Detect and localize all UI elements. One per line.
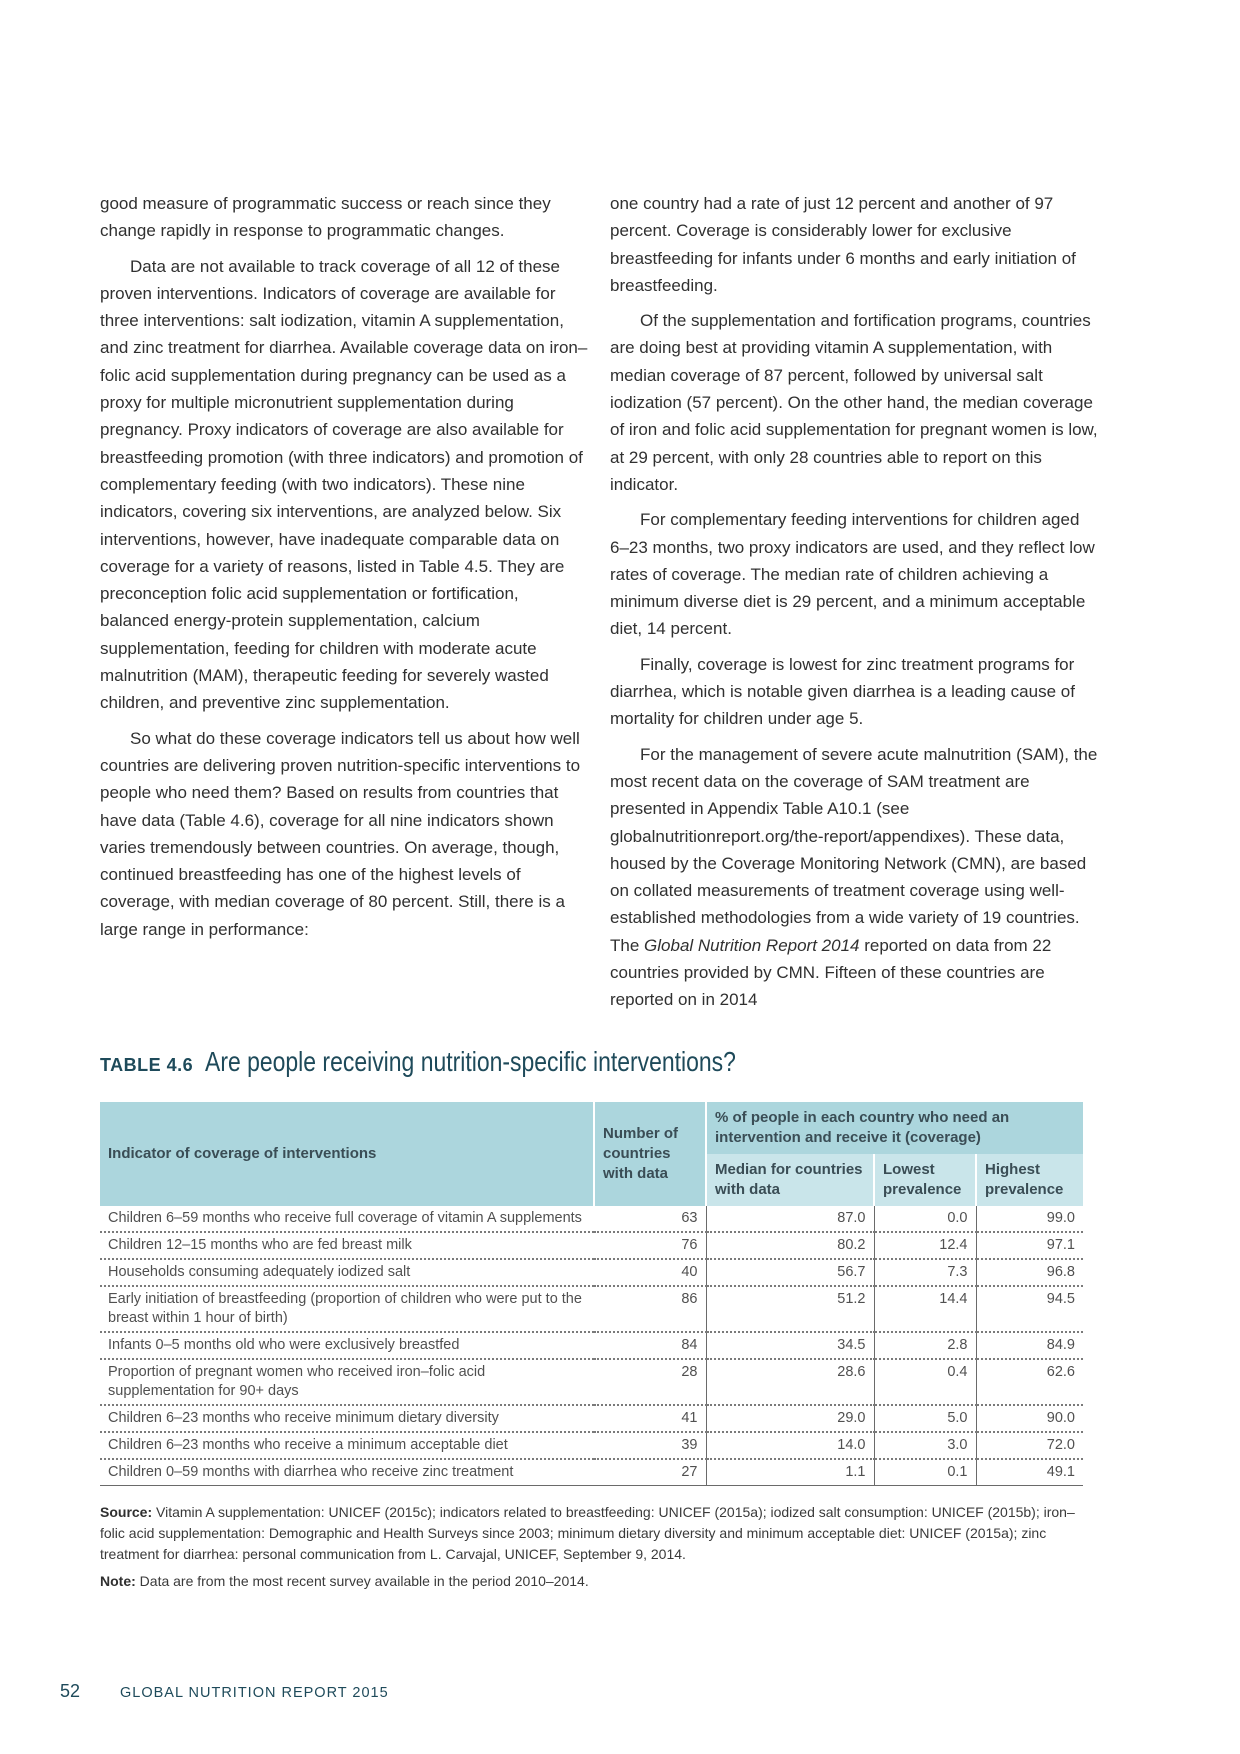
table-number: TABLE 4.6 — [100, 1055, 194, 1075]
cell-countries: 27 — [594, 1459, 706, 1486]
cell-countries: 63 — [594, 1206, 706, 1232]
cell-median: 87.0 — [706, 1206, 874, 1232]
cell-lowest: 12.4 — [874, 1232, 976, 1259]
cell-median: 51.2 — [706, 1286, 874, 1332]
header-coverage-group: % of people in each country who need an intervention and receive it (coverage) — [706, 1102, 1083, 1154]
cell-highest: 97.1 — [976, 1232, 1083, 1259]
cell-countries: 84 — [594, 1332, 706, 1359]
header-countries: Number of countries with data — [594, 1102, 706, 1206]
cell-indicator: Infants 0–5 months old who were exclusively breastfed — [100, 1332, 594, 1359]
table-row — [100, 1432, 1083, 1459]
cell-median: 29.0 — [706, 1405, 874, 1432]
paragraph: Data are not available to track coverage of all 12 of these proven interventions. Indicators of coverage are available for three interventions: salt iodization, vitamin A supplementation, and zinc treatment for diarrhea. Available coverage data on iron–folic acid supplementation during pregnancy can be used as a proxy for multiple micronutrient supplementation during pregnancy. Proxy indicators of coverage are also available for breastfeeding promotion (with three indicators) and promotion of complementary feeding (with two indicators). These nine indicators, covering six interventions, are analyzed below. Six interventions, however, have inadequate comparable data on coverage for a variety of reasons, listed in Table 4.5. They are preconception folic acid supplementation or fortification, balanced energy-protein supplementation, calcium supplementation, feeding for children with moderate acute malnutrition (MAM), therapeutic feeding for severely wasted children, and preventive zinc supplementation. — [100, 256, 588, 713]
body-column-right — [610, 190, 1098, 1022]
cell-indicator: Children 6–23 months who receive a minimum acceptable diet — [100, 1432, 594, 1459]
report-title: GLOBAL NUTRITION REPORT 2015 — [120, 1685, 389, 1701]
paragraph: one country had a rate of just 12 percent and another of 97 percent. Coverage is considerably lower for exclusive breastfeeding for infants under 6 months and early initiation of breastfeeding. — [610, 194, 1076, 295]
table-row — [100, 1359, 1083, 1405]
cell-lowest: 0.0 — [874, 1206, 976, 1232]
cell-indicator: Children 6–59 months who receive full coverage of vitamin A supplements — [100, 1206, 594, 1232]
header-lowest: Lowest prevalence — [874, 1154, 976, 1206]
table-row — [100, 1259, 1083, 1286]
table-row — [100, 1459, 1083, 1486]
cell-indicator: Children 12–15 months who are fed breast milk — [100, 1232, 594, 1259]
table-row — [100, 1206, 1083, 1232]
paragraph: So what do these coverage indicators tell us about how well countries are delivering proven nutrition-specific interventions to people who need them? Based on results from countries that have data (Table 4.6), coverage for all nine indicators shown varies tremendously between countries. On average, though, continued breastfeeding has one of the highest levels of coverage, with median coverage of 80 percent. Still, there is a large range in performance: — [100, 728, 581, 939]
paragraph: For complementary feeding interventions for children aged 6–23 months, two proxy indicators are used, and they reflect low rates of coverage. The median rate of children achieving a minimum diverse diet is 29 percent, and a minimum acceptable diet, 14 percent. — [610, 510, 1095, 639]
text-run: For the management of severe acute malnutrition (SAM), the most recent data on the coverage of SAM treatment are presented in Appendix Table A10.1 (see globalnutritionreport.org/the-report/appendixes). These data, housed by the Coverage Monitoring Network (CMN), are based on collated measurements of treatment coverage using well-established methodologies from a wide variety of 19 countries. The — [610, 744, 1098, 955]
header-median: Median for countries with data — [706, 1154, 874, 1206]
cell-indicator: Children 0–59 months with diarrhea who receive zinc treatment — [100, 1459, 594, 1486]
cell-highest: 90.0 — [976, 1405, 1083, 1432]
note-text: Data are from the most recent survey available in the period 2010–2014. — [135, 1573, 589, 1589]
cell-highest: 99.0 — [976, 1206, 1083, 1232]
cell-countries: 76 — [594, 1232, 706, 1259]
cell-indicator: Early initiation of breastfeeding (proportion of children who were put to the breast within 1 hour of birth) — [100, 1286, 594, 1332]
table-row — [100, 1332, 1083, 1359]
cell-countries: 39 — [594, 1432, 706, 1459]
cell-highest: 94.5 — [976, 1286, 1083, 1332]
table-heading — [100, 1046, 1090, 1078]
cell-highest: 96.8 — [976, 1259, 1083, 1286]
cell-lowest: 7.3 — [874, 1259, 976, 1286]
table-row — [100, 1286, 1083, 1332]
cell-indicator: Households consuming adequately iodized salt — [100, 1259, 594, 1286]
cell-indicator: Children 6–23 months who receive minimum dietary diversity — [100, 1405, 594, 1432]
cell-indicator: Proportion of pregnant women who received iron–folic acid supplementation for 90+ days — [100, 1359, 594, 1405]
cell-median: 28.6 — [706, 1359, 874, 1405]
cell-countries: 86 — [594, 1286, 706, 1332]
cell-highest: 49.1 — [976, 1459, 1083, 1486]
note — [100, 1571, 1090, 1592]
source-text: Vitamin A supplementation: UNICEF (2015c); indicators related to breastfeeding: UNICEF (2015a); iodized salt consumption: UNICEF (2015b); iron–folic acid supplementation: Demographic and Health Surveys since 2003; minimum dietary diversity and minimum acceptable diet: UNICEF (2015a); zinc treatment for diarrhea: personal communication from L. Carvajal, UNICEF, September 9, 2014. — [100, 1504, 1075, 1562]
note-label: Note: — [100, 1573, 136, 1589]
body-column-left — [100, 190, 588, 951]
cell-countries: 40 — [594, 1259, 706, 1286]
page-footer — [60, 1681, 389, 1702]
cell-lowest: 0.4 — [874, 1359, 976, 1405]
text-run: reported on data from 22 countries provided by CMN. Fifteen of these countries are reported on in 2014 — [610, 935, 1052, 1010]
cell-median: 34.5 — [706, 1332, 874, 1359]
table-row — [100, 1405, 1083, 1432]
source-note — [100, 1502, 1090, 1565]
cell-highest: 84.9 — [976, 1332, 1083, 1359]
header-indicator: Indicator of coverage of interventions — [100, 1102, 594, 1206]
cell-lowest: 3.0 — [874, 1432, 976, 1459]
cell-lowest: 14.4 — [874, 1286, 976, 1332]
cell-countries: 28 — [594, 1359, 706, 1405]
page-number: 52 — [60, 1681, 81, 1701]
table-body — [100, 1206, 1083, 1486]
cell-highest: 72.0 — [976, 1432, 1083, 1459]
table-title: Are people receiving nutrition-specific interventions? — [205, 1046, 736, 1077]
paragraph-with-citation — [610, 741, 1098, 1014]
cell-lowest: 0.1 — [874, 1459, 976, 1486]
cell-highest: 62.6 — [976, 1359, 1083, 1405]
cell-median: 56.7 — [706, 1259, 874, 1286]
cell-median: 14.0 — [706, 1432, 874, 1459]
table-notes — [100, 1502, 1090, 1598]
table-row — [100, 1232, 1083, 1259]
report-citation: Global Nutrition Report 2014 — [644, 935, 860, 955]
paragraph: Finally, coverage is lowest for zinc treatment programs for diarrhea, which is notable given diarrhea is a leading cause of mortality for children under age 5. — [610, 654, 1075, 729]
paragraph: Of the supplementation and fortification programs, countries are doing best at providing vitamin A supplementation, with median coverage of 87 percent, followed by universal salt iodization (57 percent). On the other hand, the median coverage of iron and folic acid supplementation for pregnant women is low, at 29 percent, with only 28 countries able to report on this indicator. — [610, 311, 1098, 494]
coverage-table — [100, 1102, 1083, 1486]
paragraph: good measure of programmatic success or reach since they change rapidly in response to programmatic changes. — [100, 194, 551, 241]
cell-median: 1.1 — [706, 1459, 874, 1486]
cell-median: 80.2 — [706, 1232, 874, 1259]
cell-countries: 41 — [594, 1405, 706, 1432]
cell-lowest: 5.0 — [874, 1405, 976, 1432]
cell-lowest: 2.8 — [874, 1332, 976, 1359]
source-label: Source: — [100, 1504, 153, 1520]
header-highest: Highest prevalence — [976, 1154, 1083, 1206]
